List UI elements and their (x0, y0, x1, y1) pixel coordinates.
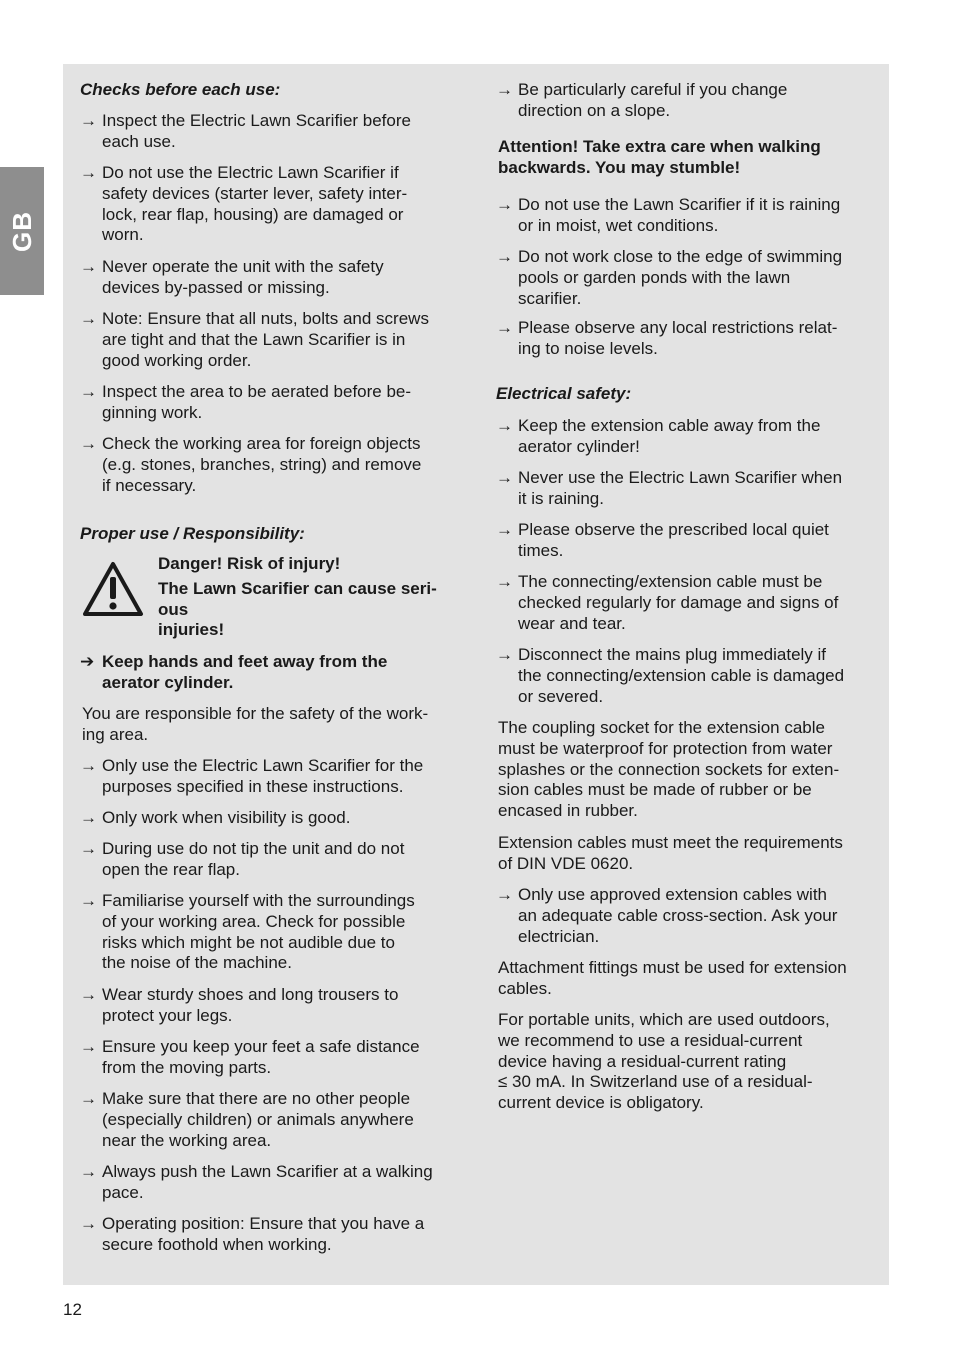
arrow-right-icon: → (80, 985, 97, 1004)
arrow-right-icon: → (80, 756, 97, 775)
list-item-text: Familiarise yourself with the surroundings of your working area. Check for possible risks which might be not audible due to the noise of the machine. (102, 891, 415, 973)
list-item-text: Note: Ensure that all nuts, bolts and screws are tight and that the Lawn Scarifier is in good working order. (102, 309, 429, 370)
attention-notice: Attention! Take extra care when walking backwards. You may stumble! (498, 137, 821, 177)
list-item (80, 1037, 462, 1079)
list-item (496, 195, 876, 237)
list-item-text: Only use the Electric Lawn Scarifier for the purposes specified in these instructions. (102, 756, 424, 796)
arrow-right-icon: → (80, 434, 97, 453)
list-item (80, 756, 462, 798)
list-item-text: During use do not tip the unit and do not open the rear flap. (102, 839, 405, 879)
arrow-right-icon: → (496, 885, 513, 904)
list-item (496, 468, 876, 510)
arrow-right-icon: → (496, 572, 513, 591)
coupling-paragraph: The coupling socket for the extension cable must be waterproof for protection from water splashes or the connection sockets for exten- sion cables must be made of rubber or be encased in rubber. (498, 718, 840, 821)
list-item-text: Be particularly careful if you change direction on a slope. (518, 80, 788, 120)
portable-units-paragraph: For portable units, which are used outdoors, we recommend to use a residual-current device having a residual-current rating ≤ 30 mA. In Switzerland use of a residual- current device is obligatory. (498, 1010, 830, 1113)
list-item (80, 111, 462, 153)
list-item (80, 309, 462, 371)
arrow-right-icon: → (80, 1214, 97, 1233)
arrow-right-icon: → (80, 257, 97, 276)
list-item (496, 645, 876, 707)
list-item (80, 891, 462, 974)
list-item-text: Make sure that there are no other people (especially children) or animals anywhere near the working area. (102, 1089, 414, 1150)
arrow-right-icon: ➔ (80, 652, 95, 671)
list-item-text: Please observe the prescribed local quiet times. (518, 520, 829, 560)
page-number: 12 (63, 1300, 82, 1319)
list-item-text: The connecting/extension cable must be checked regularly for damage and signs of wear and tear. (518, 572, 839, 633)
arrow-right-icon: → (80, 382, 97, 401)
proper-use-heading: Proper use / Responsibility: (80, 524, 305, 543)
arrow-right-icon: → (496, 645, 513, 664)
list-item (496, 318, 876, 360)
list-item (496, 885, 876, 947)
list-item-text: Do not use the Electric Lawn Scarifier if safety devices (starter lever, safety inter- lock, rear flap, housing) are damaged or worn. (102, 163, 408, 245)
list-item (80, 985, 462, 1027)
list-item (496, 520, 876, 562)
keep-hands-warning (80, 652, 462, 694)
electrical-safety-heading: Electrical safety: (496, 384, 632, 403)
list-item (496, 247, 876, 309)
arrow-right-icon: → (496, 247, 513, 266)
arrow-right-icon: → (80, 111, 97, 130)
list-item (496, 572, 876, 634)
list-item-text: Only use approved extension cables with an adequate cable cross-section. Ask your electrician. (518, 885, 838, 946)
list-item (80, 1089, 462, 1151)
arrow-right-icon: → (496, 416, 513, 435)
arrow-right-icon: → (496, 80, 513, 99)
arrow-right-icon: → (496, 318, 513, 337)
list-item (496, 416, 876, 458)
list-item-text: Keep the extension cable away from the aerator cylinder! (518, 416, 821, 456)
arrow-right-icon: → (496, 520, 513, 539)
checks-heading: Checks before each use: (80, 80, 281, 99)
arrow-right-icon: → (80, 1162, 97, 1181)
arrow-right-icon: → (80, 839, 97, 858)
list-item-text: Ensure you keep your feet a safe distance from the moving parts. (102, 1037, 420, 1077)
list-item (80, 434, 462, 496)
arrow-right-icon: → (80, 163, 97, 182)
list-item-text: Do not use the Lawn Scarifier if it is raining or in moist, wet conditions. (518, 195, 841, 235)
arrow-right-icon: → (80, 309, 97, 328)
list-item (496, 80, 876, 122)
arrow-right-icon: → (496, 195, 513, 214)
danger-notice (80, 554, 462, 644)
arrow-right-icon: → (80, 891, 97, 910)
attachment-paragraph: Attachment fittings must be used for extension cables. (498, 958, 847, 998)
arrow-right-icon: → (80, 808, 97, 827)
list-item (80, 1162, 462, 1204)
list-item-text: Inspect the Electric Lawn Scarifier before each use. (102, 111, 411, 151)
list-item-text: Wear sturdy shoes and long trousers to protect your legs. (102, 985, 399, 1025)
list-item (80, 257, 462, 299)
list-item (80, 808, 462, 829)
arrow-right-icon: → (80, 1037, 97, 1056)
list-item-text: Always push the Lawn Scarifier at a walking pace. (102, 1162, 433, 1202)
content-panel (63, 64, 889, 1285)
list-item-text: Do not work close to the edge of swimming pools or garden ponds with the lawn scarifier. (518, 247, 843, 308)
list-item (80, 163, 462, 246)
language-tab-gb (0, 167, 44, 295)
list-item-text: Inspect the area to be aerated before be- ginning work. (102, 382, 412, 422)
list-item-text: Never operate the unit with the safety devices by-passed or missing. (102, 257, 384, 297)
list-item (80, 1214, 462, 1256)
arrow-right-icon: → (80, 1089, 97, 1108)
responsibility-paragraph: You are responsible for the safety of the work- ing area. (82, 704, 429, 744)
danger-text-block (158, 554, 462, 641)
list-item (80, 382, 462, 424)
din-paragraph: Extension cables must meet the requirements of DIN VDE 0620. (498, 833, 843, 873)
danger-title: Danger! Risk of injury! (158, 554, 341, 573)
danger-body: The Lawn Scarifier can cause seri- ous injuries! (158, 578, 437, 640)
list-item-text: Please observe any local restrictions relat- ing to noise levels. (518, 318, 838, 358)
list-item-text: Only work when visibility is good. (102, 808, 351, 827)
list-item-text: Disconnect the mains plug immediately if the connecting/extension cable is damaged or severed. (518, 645, 845, 706)
warning-triangle-icon (82, 561, 144, 617)
arrow-right-icon: → (496, 468, 513, 487)
list-item-text: Operating position: Ensure that you have a secure foothold when working. (102, 1214, 425, 1254)
list-item-text: Never use the Electric Lawn Scarifier when it is raining. (518, 468, 843, 508)
keep-hands-text: Keep hands and feet away from the aerator cylinder. (102, 652, 388, 692)
language-tab-label: GB (6, 210, 37, 252)
list-item (80, 839, 462, 881)
list-item-text: Check the working area for foreign objects (e.g. stones, branches, string) and remove if necessary. (102, 434, 422, 495)
